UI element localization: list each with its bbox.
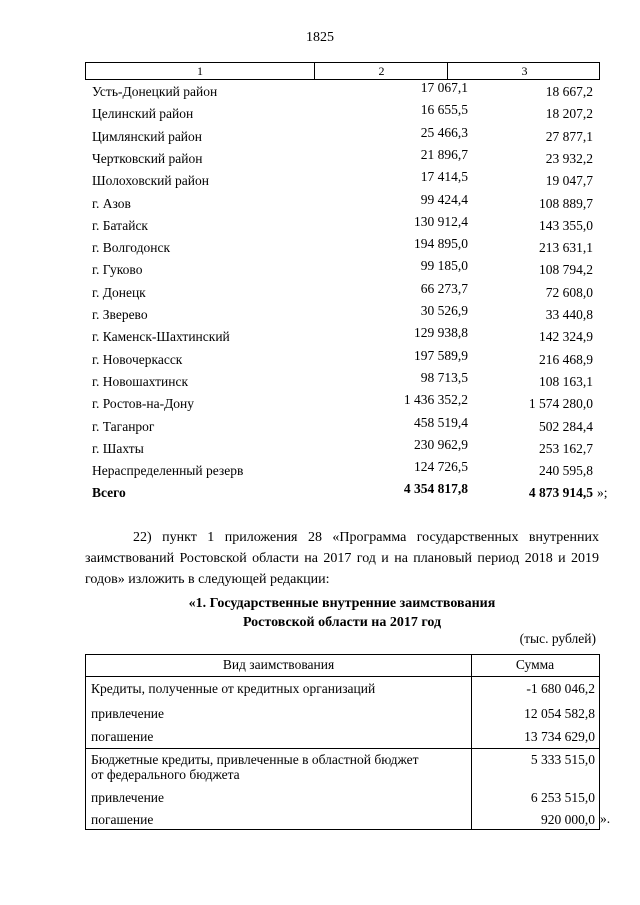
table1-row <box>0 281 640 303</box>
row-amount: 5 333 515,0 <box>530 752 595 767</box>
row-amount: 920 000,0 <box>541 812 595 827</box>
row-value-col3: 240 595,8 <box>539 463 593 479</box>
row-value-col2: 99 185,0 <box>420 258 468 274</box>
table1-row <box>0 415 640 437</box>
row-name: Шолоховский район <box>92 173 209 189</box>
row-value-col3: 18 667,2 <box>545 84 593 99</box>
row-name: г. Волгодонск <box>92 240 171 256</box>
row-amount: -1 680 046,2 <box>526 681 595 696</box>
row-desc: привлечение <box>91 706 165 721</box>
table1-row <box>0 392 640 414</box>
total-col2: 4 354 817,8 <box>403 481 468 497</box>
table1-header-col3: 3 <box>447 63 601 79</box>
row-value-col3: 213 631,1 <box>539 240 593 256</box>
section-heading <box>85 594 599 632</box>
amendment-text: 22) пункт 1 приложения 28 «Программа государственных внутренних заимствований Ростовской области на 2017 год и на плановый период 2018 и 2019 годов» изложить в следующей редакции: <box>85 530 599 587</box>
row-value-col2: 16 655,5 <box>420 102 468 118</box>
group-divider <box>86 748 599 749</box>
total-col3: 4 873 914,5 <box>528 485 593 501</box>
row-name: г. Ростов-на-Дону <box>92 396 195 412</box>
table1-row <box>0 370 640 392</box>
table1-row <box>0 303 640 325</box>
total-closing-quote: »; <box>597 485 608 501</box>
table1-row <box>0 80 640 102</box>
header-type: Вид заимствования <box>222 657 335 672</box>
row-amount: 6 253 515,0 <box>530 790 595 805</box>
row-value-col2: 230 962,9 <box>414 436 468 452</box>
table1-row <box>0 214 640 236</box>
row-value-col2: 30 526,9 <box>420 303 468 318</box>
row-name: г. Гуково <box>92 262 143 278</box>
row-name: г. Донецк <box>92 284 146 300</box>
row-value-col3: 502 284,4 <box>539 418 593 434</box>
row-name: г. Батайск <box>92 217 148 233</box>
row-value-col2: 17 067,1 <box>420 80 468 95</box>
row-value-col2: 458 519,4 <box>414 414 468 430</box>
units-label: (тыс. рублей) <box>519 631 596 646</box>
row-value-col3: 23 932,2 <box>545 150 593 166</box>
row-value-col2: 124 726,5 <box>414 459 468 475</box>
row-value-col2: 130 912,4 <box>414 213 468 229</box>
row-value-col3: 143 355,0 <box>539 217 593 233</box>
section-heading-line1: «1. Государственные внутренние заимствования <box>188 596 496 611</box>
row-amount: 13 734 629,0 <box>524 729 595 744</box>
row-value-col2: 1 436 352,2 <box>403 392 468 408</box>
table1-total-row <box>0 481 640 503</box>
row-value-col3: 18 207,2 <box>545 106 593 122</box>
table1-row <box>0 348 640 370</box>
column-divider <box>471 655 472 829</box>
row-name: Цимлянский район <box>92 128 203 144</box>
table1-row <box>0 236 640 258</box>
row-name: Усть-Донецкий район <box>92 84 218 99</box>
section-heading-line2: Ростовской области на 2017 год <box>242 615 442 630</box>
table1-row <box>0 102 640 124</box>
table1-header-col2: 2 <box>314 63 448 79</box>
row-value-col3: 1 574 280,0 <box>528 396 593 412</box>
row-desc: погашение <box>91 729 154 744</box>
row-value-col3: 253 162,7 <box>539 440 593 456</box>
row-value-col3: 108 794,2 <box>539 262 593 278</box>
row-name: г. Таганрог <box>92 418 155 434</box>
row-name: г. Новошахтинск <box>92 373 188 389</box>
total-label: Всего <box>92 485 126 501</box>
row-desc-line1: Бюджетные кредиты, привлеченные в областной бюджет <box>91 752 419 767</box>
row-value-col2: 99 424,4 <box>420 191 468 207</box>
row-value-col2: 129 938,8 <box>414 325 468 341</box>
row-desc: привлечение <box>91 790 165 805</box>
row-desc: Кредиты, полученные от кредитных организаций <box>91 681 376 696</box>
header-divider <box>86 676 599 677</box>
table1-row <box>0 459 640 481</box>
closing-quote: ». <box>600 811 611 826</box>
amendment-paragraph <box>85 527 599 590</box>
table1-row <box>0 192 640 214</box>
row-value-col3: 108 163,1 <box>539 373 593 389</box>
table1-row <box>0 147 640 169</box>
row-value-col2: 17 414,5 <box>420 169 468 185</box>
table1-row <box>0 258 640 280</box>
table1-row <box>0 125 640 147</box>
table1-header-col1: 1 <box>197 64 203 78</box>
row-value-col2: 25 466,3 <box>420 124 468 140</box>
row-value-col3: 72 608,0 <box>545 284 593 300</box>
row-desc: погашение <box>91 812 154 827</box>
row-name: г. Шахты <box>92 440 144 456</box>
table1-header <box>85 62 600 80</box>
row-value-col3: 27 877,1 <box>545 128 593 144</box>
row-name: Целинский район <box>92 106 194 122</box>
row-value-col2: 197 589,9 <box>414 347 468 363</box>
row-value-col3: 216 468,9 <box>539 351 593 367</box>
row-value-col3: 33 440,8 <box>545 307 593 322</box>
row-name: г. Новочеркасск <box>92 351 183 367</box>
row-name: Чертковский район <box>92 150 203 166</box>
row-name: г. Азов <box>92 195 131 211</box>
page-number: 1825 <box>306 30 334 45</box>
borrowing-table <box>85 654 600 830</box>
row-value-col2: 66 273,7 <box>420 280 468 296</box>
header-sum: Сумма <box>515 657 555 672</box>
row-value-col2: 98 713,5 <box>420 369 468 385</box>
row-name: г. Каменск-Шахтинский <box>92 329 230 345</box>
row-value-col3: 142 324,9 <box>539 329 593 345</box>
row-amount: 12 054 582,8 <box>524 706 595 721</box>
row-value-col3: 19 047,7 <box>545 173 593 189</box>
table1-row <box>0 437 640 459</box>
row-name: г. Зверево <box>92 307 148 322</box>
row-value-col2: 194 895,0 <box>414 236 468 252</box>
row-desc-line2: от федерального бюджета <box>91 767 240 782</box>
row-name: Нераспределенный резерв <box>92 463 244 479</box>
row-value-col2: 21 896,7 <box>420 146 468 162</box>
row-value-col3: 108 889,7 <box>539 195 593 211</box>
table1-row <box>0 169 640 191</box>
table1-row <box>0 325 640 347</box>
